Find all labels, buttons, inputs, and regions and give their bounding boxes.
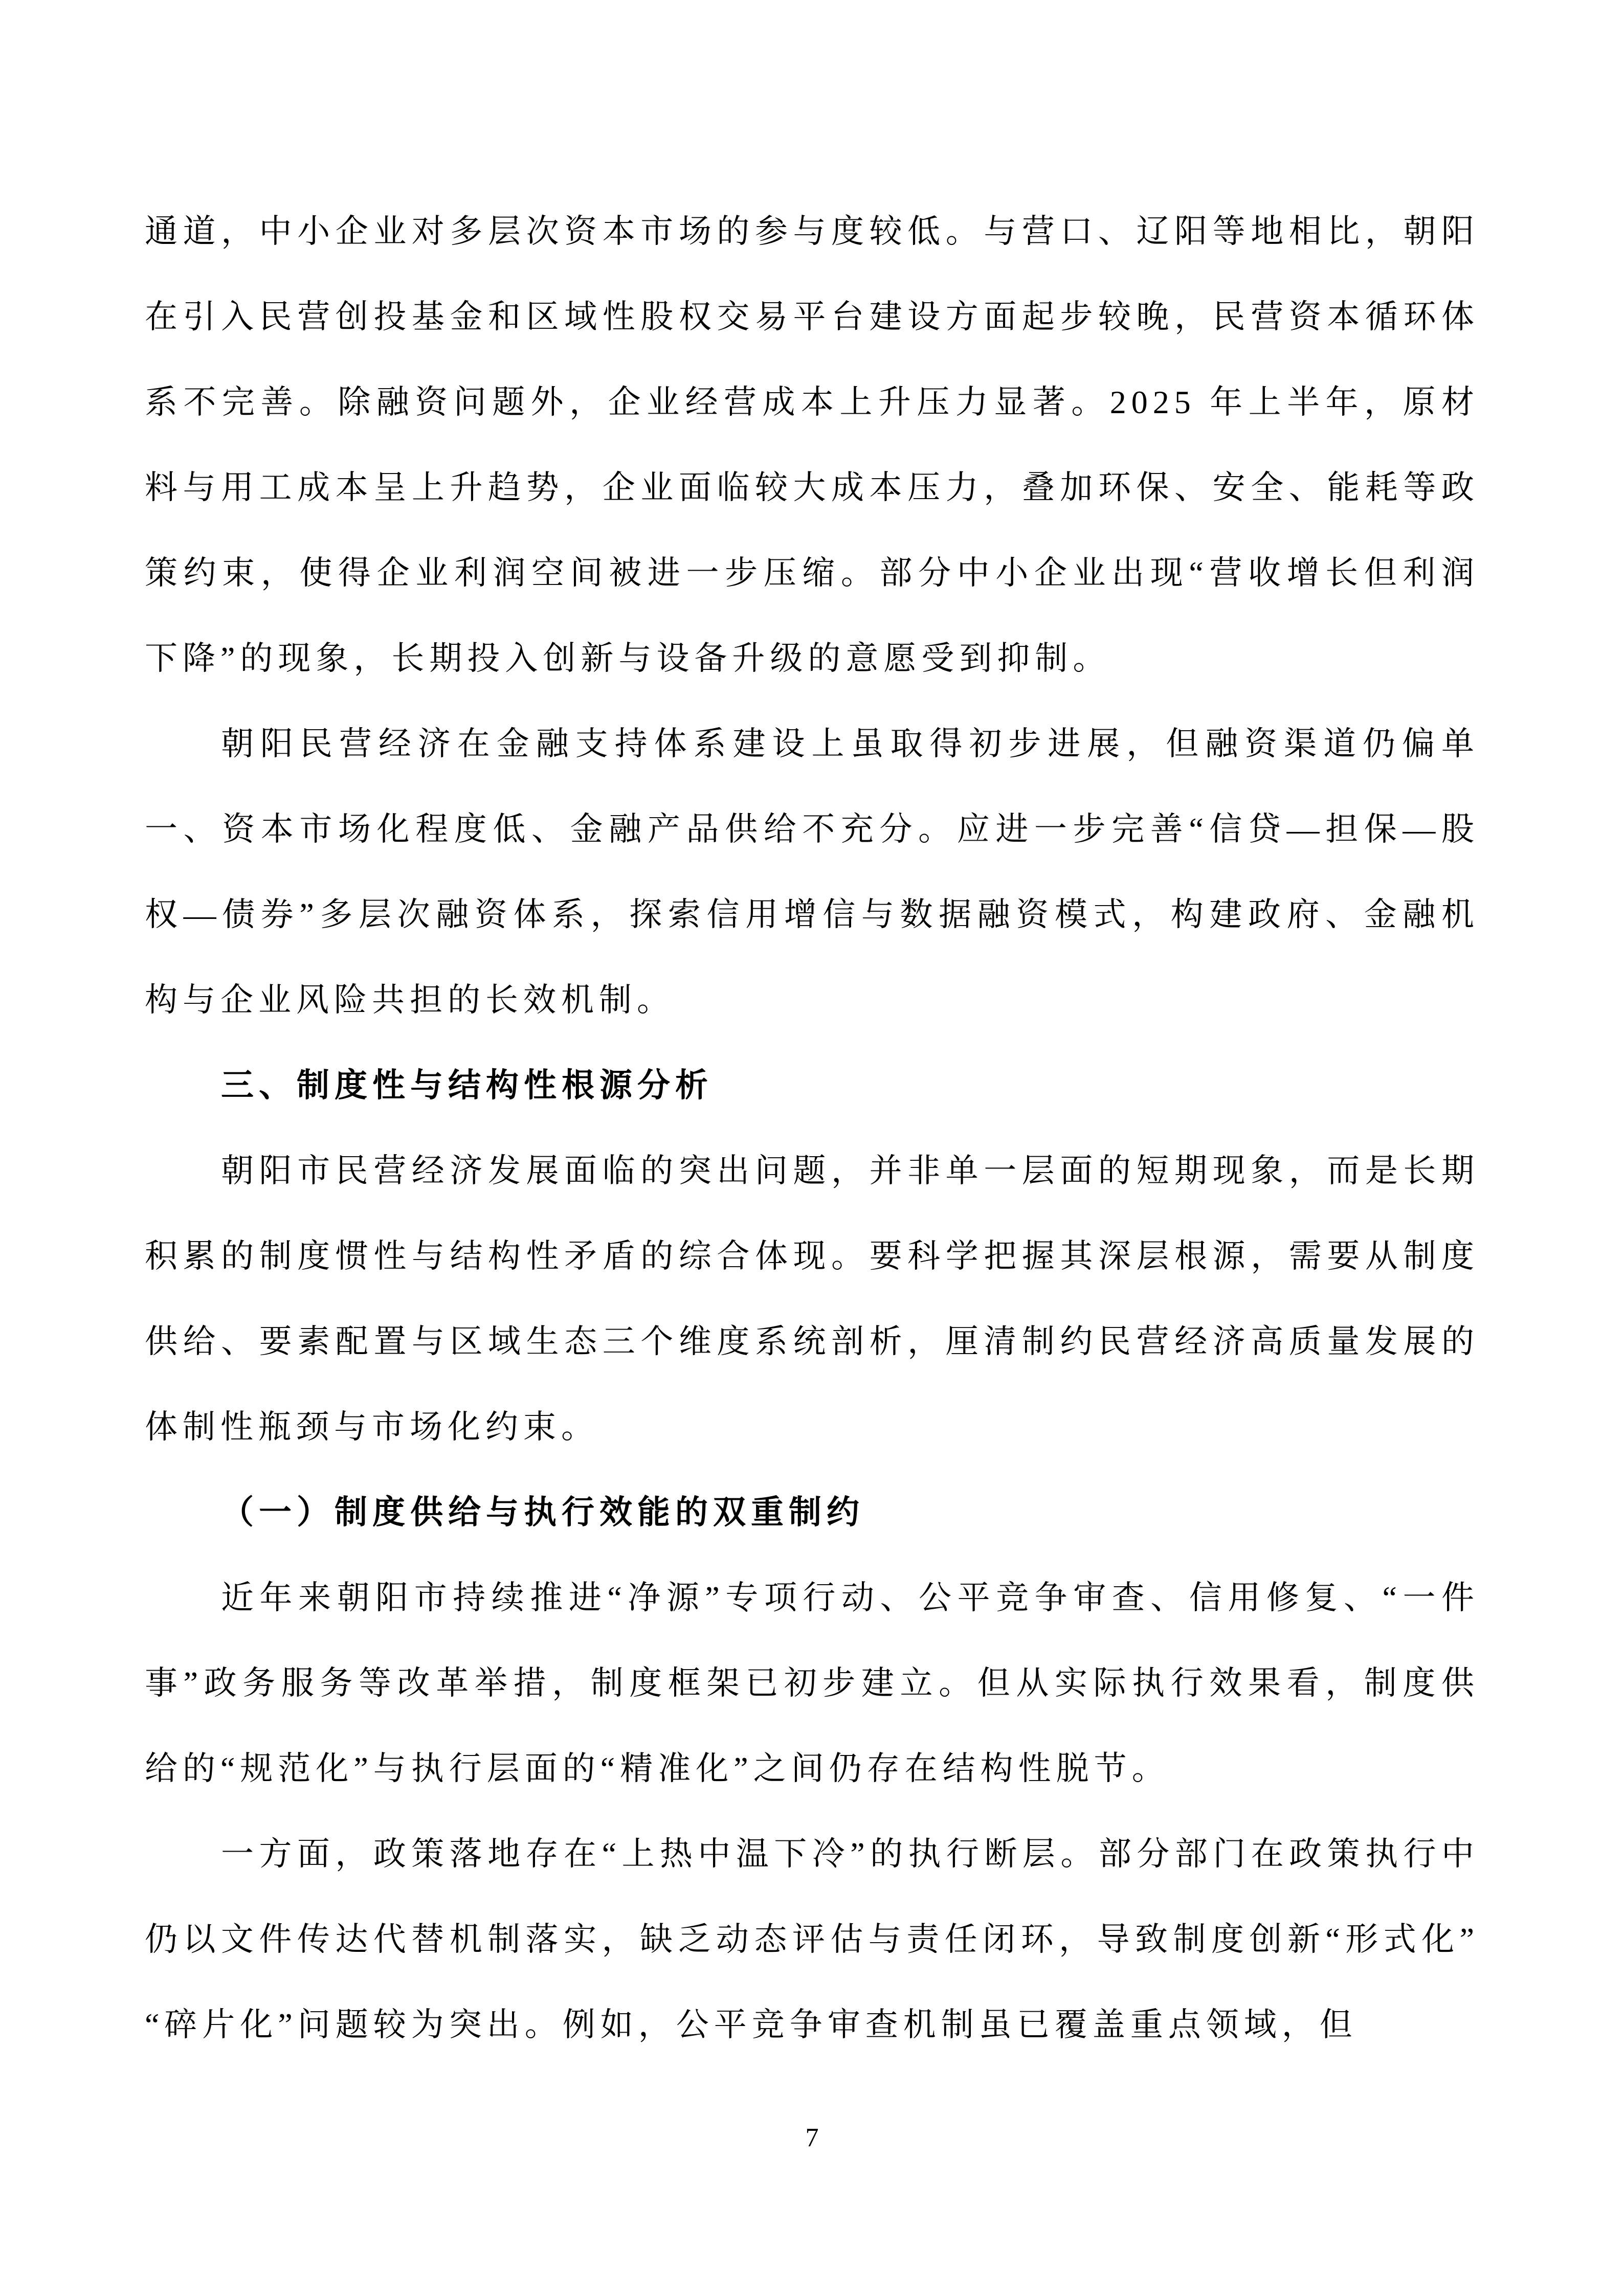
heading-level-1: 三、制度性与结构性根源分析	[221, 1067, 713, 1104]
paragraph: 近年来朝阳市持续推进“净源”专项行动、公平竞争审查、信用修复、“一件事”政务服务等改革举措，制度框架已初步建立。但从实际执行效果看，制度供给的“规范化”与执行层面的“精准化”之间仍存在结构性脱节。	[145, 1580, 1479, 1787]
paragraph: 一方面，政策落地存在“上热中温下冷”的执行断层。部分部门在政策执行中仍以文件传达代替机制落实，缺乏动态评估与责任闭环，导致制度创新“形式化”“碎片化”问题较为突出。例如，公平竞争审查机制虽已覆盖重点领域，但	[145, 1836, 1479, 2043]
paragraph: 朝阳市民营经济发展面临的突出问题，并非单一层面的短期现象，而是长期积累的制度惯性与结构性矛盾的综合体现。要科学把握其深层根源，需要从制度供给、要素配置与区域生态三个维度系统剖析，厘清制约民营经济高质量发展的体制性瓶颈与市场化约束。	[145, 1153, 1479, 1445]
document-body	[145, 189, 1479, 2067]
page-number: 7	[805, 2123, 819, 2152]
heading-level-2: （一）制度供给与执行效能的双重制约	[221, 1494, 864, 1530]
paragraph: 朝阳民营经济在金融支持体系建设上虽取得初步进展，但融资渠道仍偏单一、资本市场化程度低、金融产品供给不充分。应进一步完善“信贷—担保—股权—债券”多层次融资体系，探索信用增信与数据融资模式，构建政府、金融机构与企业风险共担的长效机制。	[145, 726, 1479, 1018]
paragraph: 通道，中小企业对多层次资本市场的参与度较低。与营口、辽阳等地相比，朝阳在引入民营创投基金和区域性股权交易平台建设方面起步较晚，民营资本循环体系不完善。除融资问题外，企业经营成本上升压力显著。2025 年上半年，原材料与用工成本呈上升趋势，企业面临较大成本压力，叠加环保、安全、能耗等政策约束，使得企业利润空间被进一步压缩。部分中小企业出现“营收增长但利润下降”的现象，长期投入创新与设备升级的意愿受到抑制。	[145, 213, 1479, 677]
